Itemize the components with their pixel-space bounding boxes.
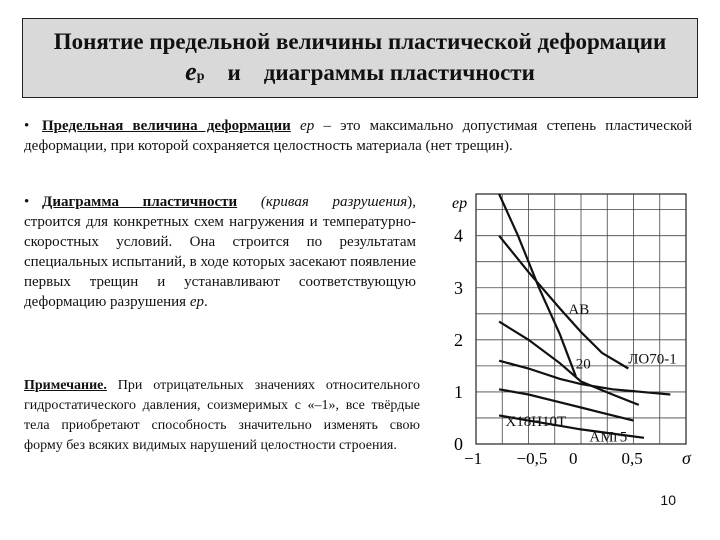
y-tick-label: 2: [454, 329, 463, 350]
curve-label: ЛО70-1: [628, 351, 677, 368]
x-tick-label: −0,5: [516, 449, 548, 468]
title-and: и: [227, 60, 241, 85]
bullet2-symbol: eр: [189, 294, 204, 310]
curve-label: АВ: [568, 301, 590, 318]
page-number: 10: [660, 492, 676, 508]
note: [24, 376, 420, 456]
bullet-dot: •: [24, 194, 30, 210]
bullet-dot: •: [24, 118, 30, 134]
bullet2-text1: (кривая: [260, 194, 309, 210]
title-line2: [23, 57, 697, 92]
y-tick-label: 3: [454, 277, 463, 298]
plasticity-diagram: [436, 184, 696, 474]
y-tick-label: 0: [454, 434, 463, 454]
bullet1-symbol: eр: [300, 118, 315, 134]
curve-label: 20: [575, 356, 591, 373]
title-symbol: e: [185, 57, 197, 86]
series-line-1: [499, 236, 628, 369]
slide-title: [22, 18, 698, 98]
x-tick-label: 0: [569, 449, 578, 468]
x-tick-label: −1: [464, 449, 483, 468]
series-line-0: [499, 194, 576, 376]
bullet-diagram: [24, 192, 416, 312]
curve-label: Х18Н10Т: [505, 413, 567, 430]
x-axis-label: σ: [682, 448, 691, 468]
title-rest: диаграммы пластичности: [263, 60, 535, 85]
note-lead: Примечание.: [24, 378, 107, 393]
y-tick-label: 4: [454, 225, 463, 246]
curve-label: АМг5: [589, 429, 628, 446]
bullet2-text2: разрушения: [332, 194, 408, 210]
bullet2-end: .: [204, 294, 208, 310]
title-symbol-sub: р: [196, 69, 205, 84]
bullet2-lead: Диаграмма пластичности: [42, 194, 238, 210]
y-tick-label: 1: [454, 381, 463, 402]
bullet-definition: [24, 116, 692, 156]
title-line1: Понятие предельной величины пластической деформации: [53, 29, 667, 54]
bullet2-text3: ), строится для конкретных схем нагружения и температурно-скоростных условий. Она строится по результатам специальных испытаний, в ходе которых засекают появление первых трещин и устанавливают соответствующую деформацию разрушения: [24, 194, 417, 310]
note-text: При отрицательных значениях относительного гидростатического давления, соизмеримых с «–1», все твёрдые тела приобретают способность значительно изменять свою форму без всяких видимых нарушений целостности строения.: [24, 378, 420, 453]
bullet1-text: – это максимально допустимая степень пластической деформации, при которой сохраняется целостность материала (нет трещин).: [24, 118, 692, 154]
y-axis-label: eр: [452, 195, 468, 212]
bullet1-lead: Предельная величина деформации: [42, 118, 291, 134]
x-tick-label: 0,5: [621, 449, 643, 468]
